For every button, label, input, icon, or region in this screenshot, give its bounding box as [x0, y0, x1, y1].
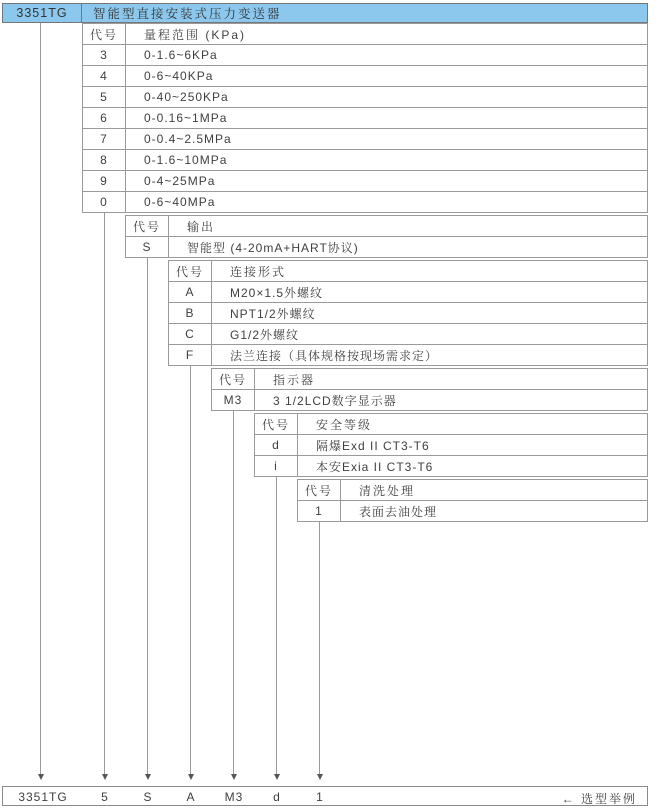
- down-arrow-icon: [145, 774, 151, 780]
- example-code-3: A: [186, 790, 196, 804]
- value-cell: 0-40~250KPa: [126, 87, 648, 108]
- code-cell: M3: [212, 390, 255, 411]
- down-arrow-icon: [231, 774, 237, 780]
- code-cell: C: [169, 324, 212, 345]
- section-title-cell: 清洗处理: [341, 480, 648, 501]
- code-row: [169, 345, 648, 366]
- section-header-row: [126, 216, 648, 237]
- value-cell: 0-0.4~2.5MPa: [126, 129, 648, 150]
- code-row: [83, 66, 648, 87]
- value-cell: 智能型 (4-20mA+HART协议): [169, 237, 648, 258]
- section-table-indicator: [211, 368, 648, 411]
- code-cell: 3: [83, 45, 126, 66]
- value-cell: 0-0.16~1MPa: [126, 108, 648, 129]
- value-cell: 0-1.6~6KPa: [126, 45, 648, 66]
- code-row: [83, 150, 648, 171]
- value-cell: 0-4~25MPa: [126, 171, 648, 192]
- value-cell: 3 1/2LCD数字显示器: [255, 390, 648, 411]
- section-table-range: [82, 23, 648, 213]
- section-title-cell: 输出: [169, 216, 648, 237]
- code-cell: 5: [83, 87, 126, 108]
- code-header-cell: 代号: [126, 216, 169, 237]
- code-cell: B: [169, 303, 212, 324]
- code-cell: d: [255, 435, 298, 456]
- value-cell: 0-6~40MPa: [126, 192, 648, 213]
- code-row: [83, 192, 648, 213]
- example-note: ← 选型举例: [561, 792, 637, 806]
- code-row: [83, 129, 648, 150]
- value-cell: 法兰连接（具体规格按现场需求定）: [212, 345, 648, 366]
- section-table-safety: [254, 413, 648, 477]
- section-title-cell: 指示器: [255, 369, 648, 390]
- title-row: [2, 3, 648, 23]
- section-table-cleaning: [297, 479, 648, 522]
- code-row: [255, 435, 648, 456]
- section-header-row: [298, 480, 648, 501]
- section-title-cell: 量程范围 (KPa): [126, 24, 648, 45]
- code-cell: 8: [83, 150, 126, 171]
- value-cell: 本安Exia II CT3-T6: [298, 456, 648, 477]
- code-header-cell: 代号: [212, 369, 255, 390]
- section-header-row: [212, 369, 648, 390]
- code-cell: i: [255, 456, 298, 477]
- down-arrow-icon: [317, 774, 323, 780]
- code-header-cell: 代号: [255, 414, 298, 435]
- down-arrow-icon: [38, 774, 44, 780]
- code-row: [83, 87, 648, 108]
- code-header-cell: 代号: [169, 261, 212, 282]
- value-cell: 0-6~40KPa: [126, 66, 648, 87]
- code-header-cell: 代号: [83, 24, 126, 45]
- example-code-2: S: [143, 790, 153, 804]
- example-code-0: 3351TG: [18, 790, 68, 804]
- code-row: [298, 501, 648, 522]
- code-row: [169, 282, 648, 303]
- code-cell: F: [169, 345, 212, 366]
- code-header-cell: 代号: [298, 480, 341, 501]
- example-code-5: d: [273, 790, 281, 804]
- down-arrow-icon: [102, 774, 108, 780]
- connector-line: [40, 23, 41, 774]
- code-row: [169, 324, 648, 345]
- code-cell: 6: [83, 108, 126, 129]
- example-code-1: 5: [101, 790, 109, 804]
- section-table-output: [125, 215, 648, 258]
- section-title-cell: 连接形式: [212, 261, 648, 282]
- value-cell: NPT1/2外螺纹: [212, 303, 648, 324]
- down-arrow-icon: [188, 774, 194, 780]
- code-cell: 4: [83, 66, 126, 87]
- connector-line: [190, 365, 191, 774]
- connector-line: [319, 521, 320, 774]
- code-cell: S: [126, 237, 169, 258]
- code-row: [255, 456, 648, 477]
- down-arrow-icon: [274, 774, 280, 780]
- section-header-row: [169, 261, 648, 282]
- code-row: [83, 108, 648, 129]
- code-row: [169, 303, 648, 324]
- model-number-cell: 3351TG: [2, 3, 82, 23]
- connector-line: [104, 212, 105, 774]
- code-cell: 1: [298, 501, 341, 522]
- code-row: [83, 45, 648, 66]
- code-row: [212, 390, 648, 411]
- code-cell: 9: [83, 171, 126, 192]
- example-code-6: 1: [316, 790, 324, 804]
- section-title-cell: 安全等级: [298, 414, 648, 435]
- connector-line: [276, 476, 277, 774]
- value-cell: 0-1.6~10MPa: [126, 150, 648, 171]
- code-cell: A: [169, 282, 212, 303]
- code-cell: 7: [83, 129, 126, 150]
- connector-line: [233, 410, 234, 774]
- code-cell: 0: [83, 192, 126, 213]
- product-description-cell: 智能型直接安装式压力变送器: [81, 3, 648, 23]
- code-row: [83, 171, 648, 192]
- value-cell: 表面去油处理: [341, 501, 648, 522]
- section-header-row: [255, 414, 648, 435]
- connector-line: [147, 257, 148, 774]
- value-cell: G1/2外螺纹: [212, 324, 648, 345]
- example-code-4: M3: [224, 790, 244, 804]
- value-cell: 隔爆Exd II CT3-T6: [298, 435, 648, 456]
- section-table-connection: [168, 260, 648, 366]
- example-row: [2, 786, 648, 806]
- section-header-row: [83, 24, 648, 45]
- code-row: [126, 237, 648, 258]
- value-cell: M20×1.5外螺纹: [212, 282, 648, 303]
